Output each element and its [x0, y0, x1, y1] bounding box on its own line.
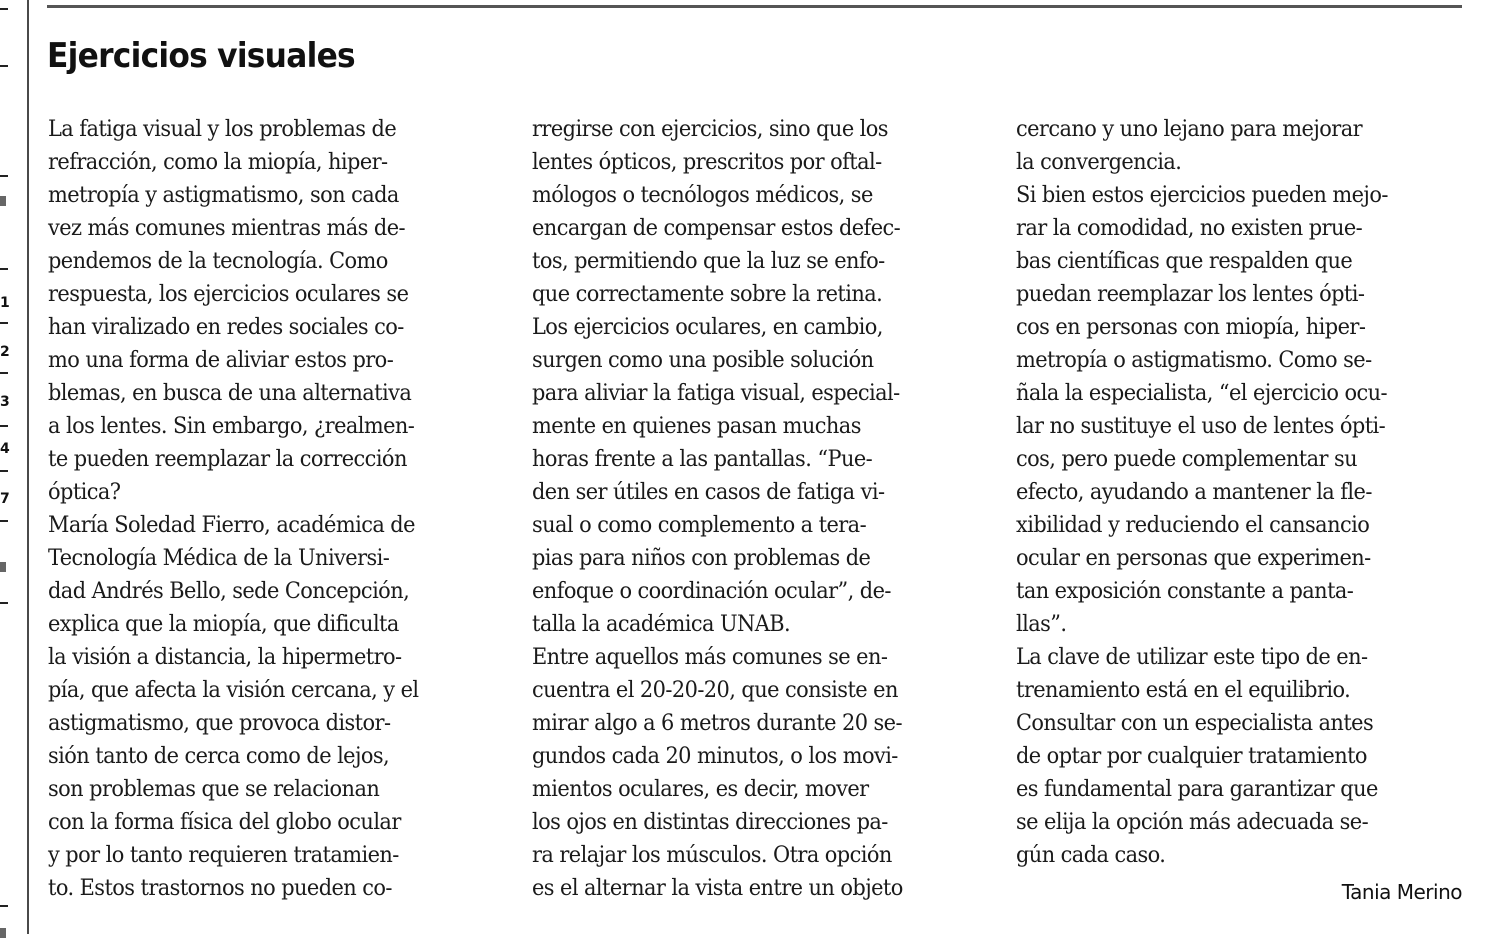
text-line: pía, que afecta la visión cercana, y el [48, 678, 419, 703]
text-line: xibilidad y reduciendo el cansancio [1016, 513, 1370, 538]
text-line: La fatiga visual y los problemas de [48, 117, 397, 142]
text-line: sual o como complemento a tera- [532, 513, 867, 538]
text-line: óptica? [48, 480, 121, 505]
text-line: trenamiento está en el equilibrio. [1016, 678, 1351, 703]
top-rule [47, 5, 1462, 8]
text-line: metropía o astigmatismo. Como se- [1016, 348, 1372, 373]
text-line: se elija la opción más adecuada se- [1016, 810, 1369, 835]
margin-tick [0, 372, 8, 374]
text-line: cercano y uno lejano para mejorar [1016, 117, 1363, 142]
margin-tick [0, 520, 8, 522]
text-line: encargan de compensar estos defec- [532, 216, 901, 241]
text-line: la convergencia. [1016, 150, 1182, 175]
text-line: gún cada caso. [1016, 843, 1166, 868]
text-line: ra relajar los músculos. Otra opción [532, 843, 892, 868]
text-line: mo una forma de aliviar estos pro- [48, 348, 394, 373]
text-line: Consultar con un especialista antes [1016, 711, 1374, 736]
text-line: cos en personas con miopía, hiper- [1016, 315, 1366, 340]
text-line: mente en quienes pasan muchas [532, 414, 861, 439]
text-line: los ojos en distintas direcciones pa- [532, 810, 888, 835]
margin-tick [0, 470, 8, 472]
margin-tick [0, 8, 8, 10]
text-line: María Soledad Fierro, académica de [48, 513, 415, 538]
text-line: talla la académica UNAB. [532, 612, 791, 637]
margin-block [0, 196, 6, 206]
text-line: surgen como una posible solución [532, 348, 874, 373]
margin-tick [0, 602, 8, 604]
margin-block [0, 562, 6, 572]
margin-tick [0, 268, 8, 270]
text-line: ñala la especialista, “el ejercicio ocu- [1016, 381, 1388, 406]
text-line: bas científicas que respalden que [1016, 249, 1353, 274]
article-column-1 [48, 113, 498, 905]
text-line: to. Estos trastornos no pueden co- [48, 876, 392, 901]
text-line: dad Andrés Bello, sede Concepción, [48, 579, 410, 604]
text-line: Si bien estos ejercicios pueden mejo- [1016, 183, 1388, 208]
text-line: cos, pero puede complementar su [1016, 447, 1358, 472]
column-divider [27, 0, 29, 934]
text-line: tos, permitiendo que la luz se enfo- [532, 249, 885, 274]
margin-tick [0, 425, 8, 427]
text-line: que correctamente sobre la retina. [532, 282, 883, 307]
text-line: de optar por cualquier tratamiento [1016, 744, 1367, 769]
text-line: pendemos de la tecnología. Como [48, 249, 388, 274]
text-line: respuesta, los ejercicios oculares se [48, 282, 409, 307]
text-line: horas frente a las pantallas. “Pue- [532, 447, 873, 472]
text-line: rar la comodidad, no existen prue- [1016, 216, 1363, 241]
text-line: efecto, ayudando a mantener la fle- [1016, 480, 1372, 505]
article-column-3 [1016, 113, 1466, 872]
margin-tick [0, 175, 8, 177]
text-line: mientos oculares, es decir, mover [532, 777, 869, 802]
text-line: han viralizado en redes sociales co- [48, 315, 404, 340]
text-line: a los lentes. Sin embargo, ¿realmen- [48, 414, 415, 439]
margin-number: 7 [0, 491, 10, 507]
margin-number: 1 [0, 295, 10, 311]
text-line: blemas, en busca de una alternativa [48, 381, 412, 406]
text-line: lar no sustituye el uso de lentes ópti- [1016, 414, 1386, 439]
text-line: den ser útiles en casos de fatiga vi- [532, 480, 885, 505]
text-line: cuentra el 20-20-20, que consiste en [532, 678, 898, 703]
text-line: y por lo tanto requieren tratamien- [48, 843, 399, 868]
margin-tick [0, 65, 8, 67]
text-line: mirar algo a 6 metros durante 20 se- [532, 711, 902, 736]
text-line: con la forma física del globo ocular [48, 810, 401, 835]
text-line: llas”. [1016, 612, 1067, 637]
text-line: sión tanto de cerca como de lejos, [48, 744, 390, 769]
author-byline: Tania Merino [1341, 880, 1462, 904]
text-line: La clave de utilizar este tipo de en- [1016, 645, 1368, 670]
text-line: para aliviar la fatiga visual, especial- [532, 381, 900, 406]
margin-number: 4 [0, 441, 10, 457]
text-line: tan exposición constante a panta- [1016, 579, 1354, 604]
text-line: ocular en personas que experimen- [1016, 546, 1371, 571]
text-line: la visión a distancia, la hipermetro- [48, 645, 402, 670]
text-line: Tecnología Médica de la Universi- [48, 546, 390, 571]
margin-number: 3 [0, 394, 10, 410]
text-line: lentes ópticos, prescritos por oftal- [532, 150, 882, 175]
article-headline: Ejercicios visuales [47, 36, 355, 76]
text-line: mólogos o tecnólogos médicos, se [532, 183, 873, 208]
margin-block [0, 928, 6, 938]
text-line: puedan reemplazar los lentes ópti- [1016, 282, 1365, 307]
text-line: astigmatismo, que provoca distor- [48, 711, 391, 736]
text-line: te pueden reemplazar la corrección [48, 447, 407, 472]
article-column-2 [532, 113, 982, 905]
text-line: rregirse con ejercicios, sino que los [532, 117, 888, 142]
text-line: Entre aquellos más comunes se en- [532, 645, 888, 670]
left-margin-fragments [0, 0, 20, 940]
text-line: enfoque o coordinación ocular”, de- [532, 579, 891, 604]
margin-number: 2 [0, 344, 10, 360]
margin-tick [0, 905, 8, 907]
text-line: vez más comunes mientras más de- [48, 216, 406, 241]
text-line: explica que la miopía, que dificulta [48, 612, 399, 637]
text-line: metropía y astigmatismo, son cada [48, 183, 399, 208]
text-line: gundos cada 20 minutos, o los movi- [532, 744, 898, 769]
text-line: es el alternar la vista entre un objeto [532, 876, 903, 901]
text-line: es fundamental para garantizar que [1016, 777, 1378, 802]
text-line: refracción, como la miopía, hiper- [48, 150, 388, 175]
text-line: Los ejercicios oculares, en cambio, [532, 315, 883, 340]
text-line: pias para niños con problemas de [532, 546, 871, 571]
margin-tick [0, 322, 8, 324]
text-line: son problemas que se relacionan [48, 777, 380, 802]
